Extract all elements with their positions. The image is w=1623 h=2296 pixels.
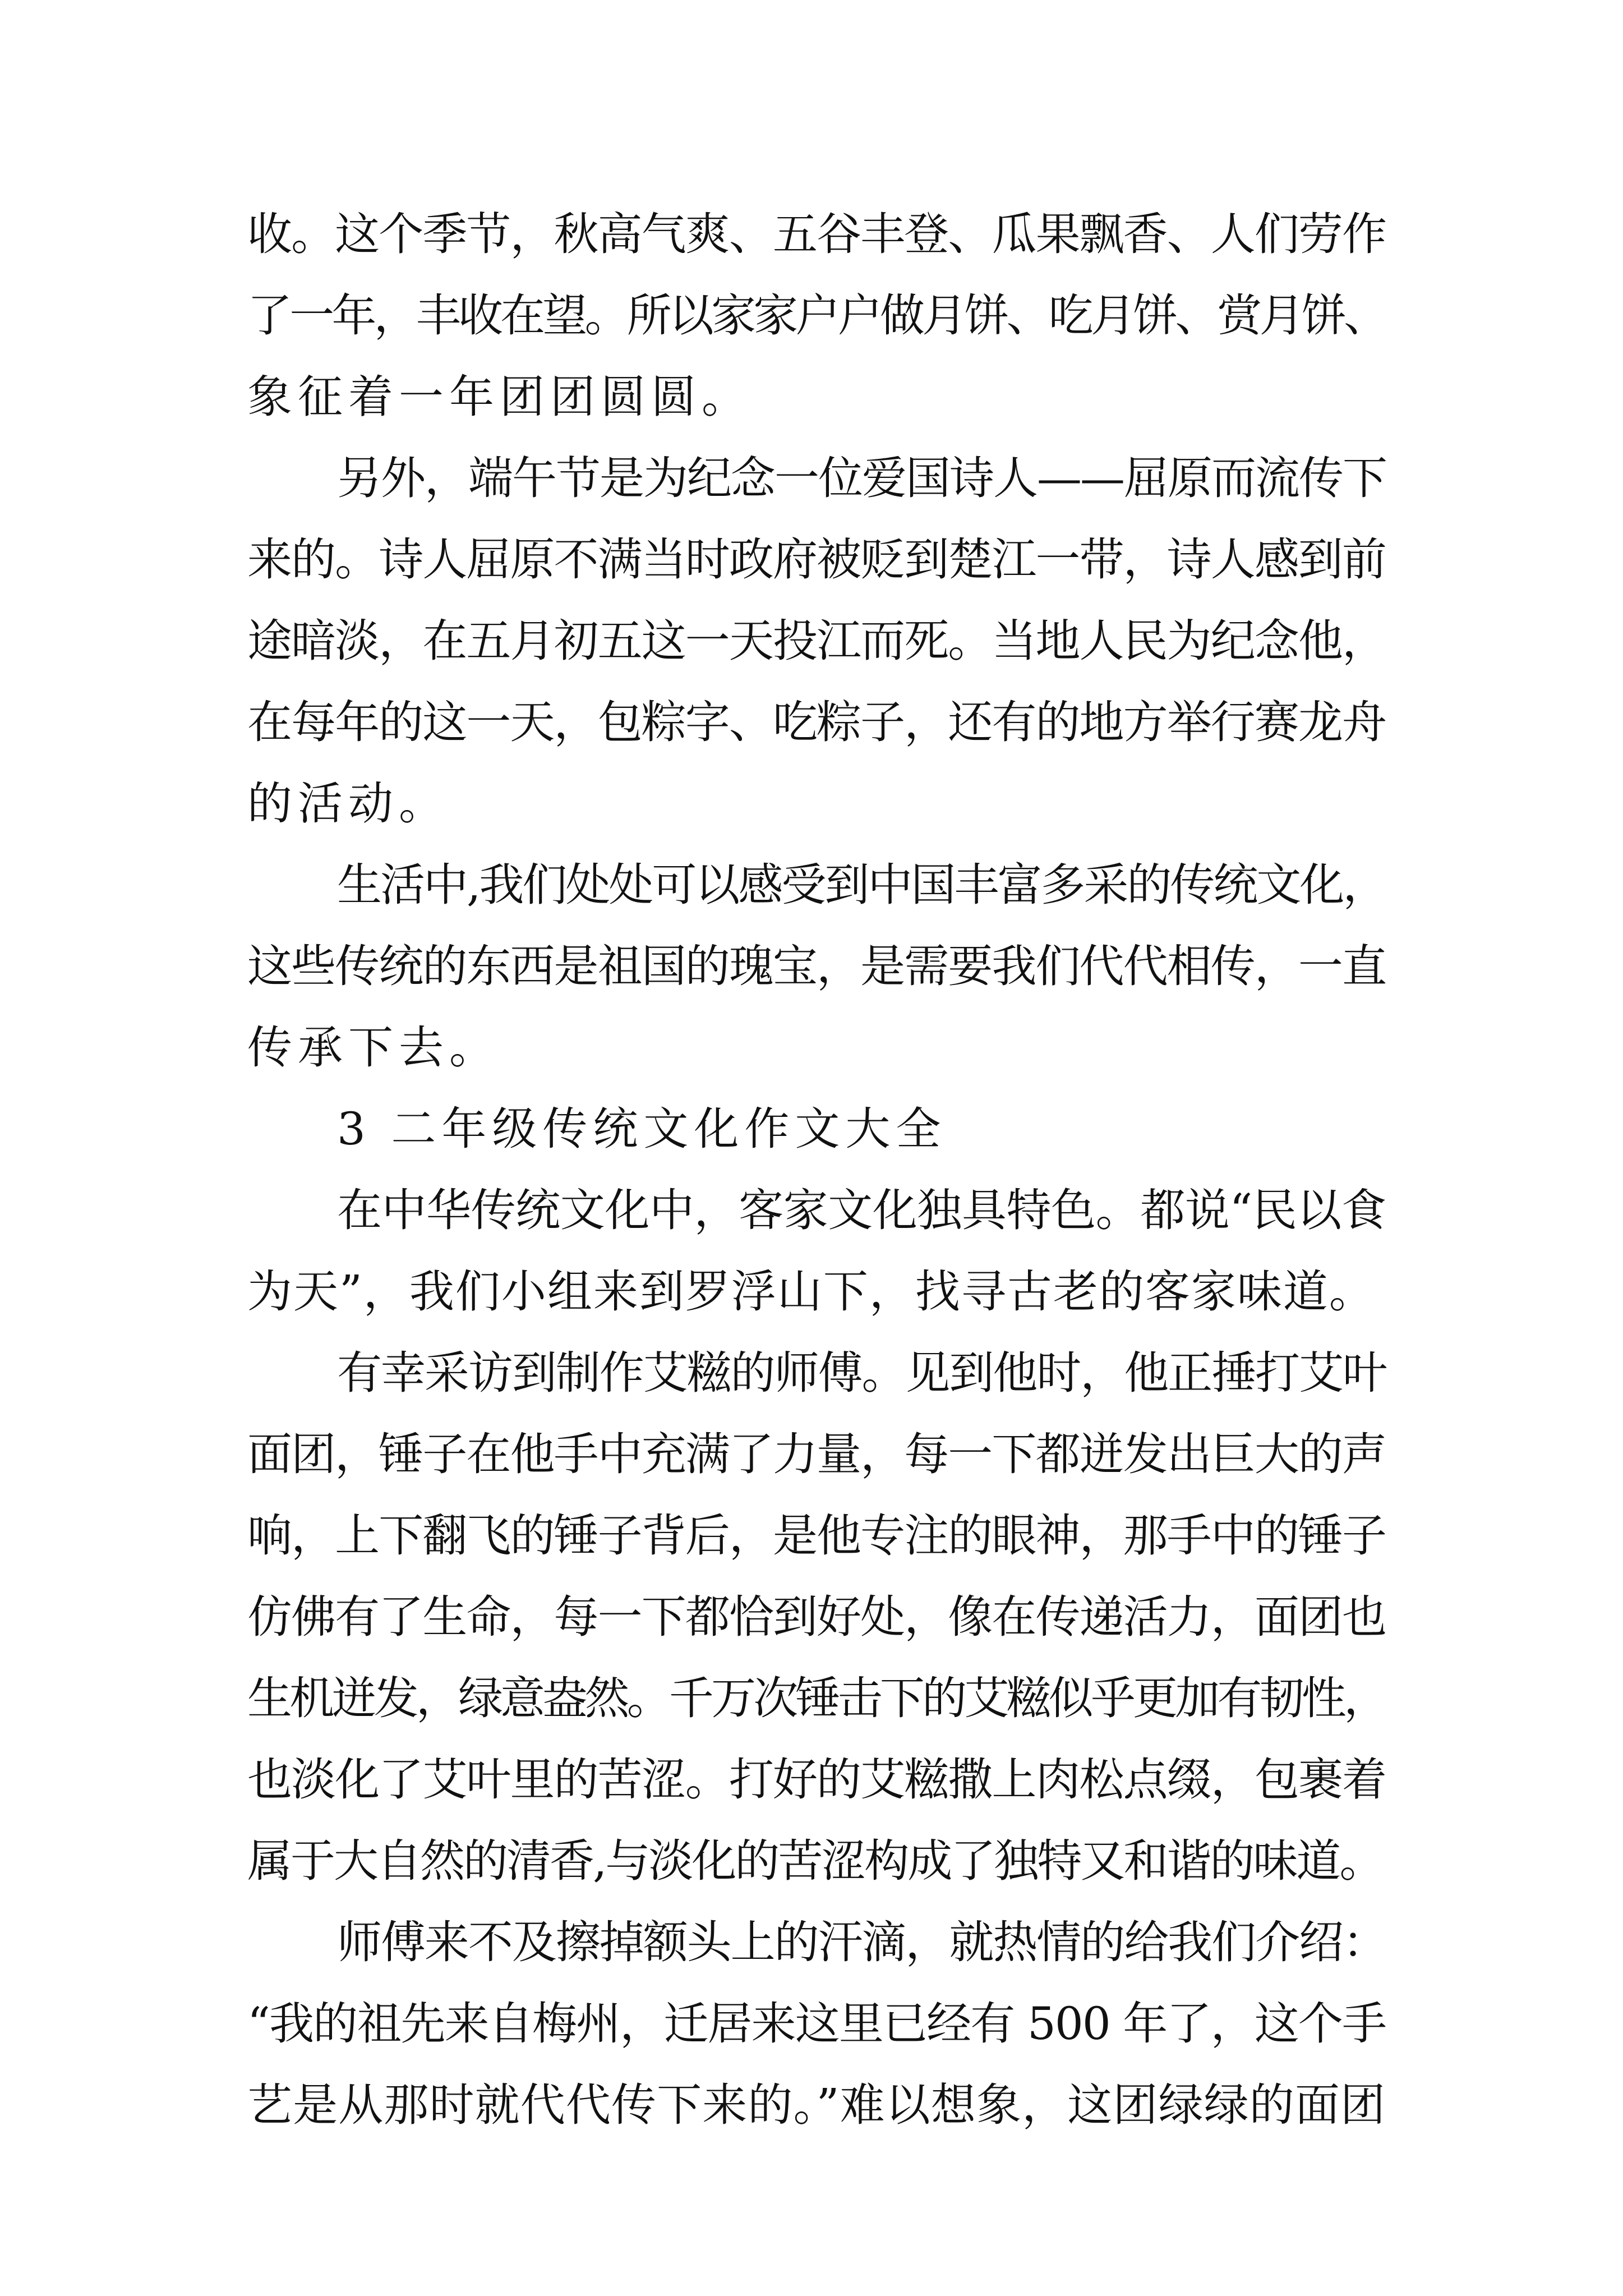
paragraph-line: 仿佛有了生命，每一下都恰到好处，像在传递活力，面团也 bbox=[247, 1591, 1386, 1643]
paragraph-line: 响，上下翻飞的锤子背后，是他专注的眼神，那手中的锤子 bbox=[247, 1510, 1386, 1562]
paragraph-line: 另外，端午节是为纪念一位爱国诗人——屈原而流传下 bbox=[337, 452, 1386, 504]
section-heading: 3 二年级传统文化作文大全 bbox=[337, 1103, 947, 1155]
paragraph-line: 这些传统的东西是祖国的瑰宝，是需要我们代代相传，一直 bbox=[247, 940, 1386, 992]
paragraph-line: 收。这个季节，秋高气爽、五谷丰登、瓜果飘香、人们劳作 bbox=[247, 208, 1386, 260]
paragraph-line: 有幸采访到制作艾糍的师傅。见到他时，他正捶打艾叶 bbox=[337, 1347, 1386, 1399]
paragraph-line: 在中华传统文化中，客家文化独具特色。都说“民以食 bbox=[337, 1184, 1386, 1236]
paragraph-line: 生机迸发，绿意盎然。千万次锤击下的艾糍似乎更加有韧性， bbox=[247, 1672, 1386, 1724]
paragraph-line: 途暗淡，在五月初五这一天投江而死。当地人民为纪念他， bbox=[247, 615, 1386, 667]
paragraph-line: 象征着一年团团圆圆。 bbox=[247, 371, 752, 423]
paragraph-line: 的活动。 bbox=[247, 777, 449, 830]
document-body bbox=[247, 194, 1386, 2146]
paragraph-line: 生活中,我们处处可以感受到中国丰富多采的传统文化， bbox=[337, 859, 1386, 911]
paragraph-line: 师傅来不及擦掉额头上的汗滴，就热情的给我们介绍： bbox=[337, 1916, 1386, 1968]
paragraph-line: 面团，锤子在他手中充满了力量，每一下都迸发出巨大的声 bbox=[247, 1428, 1386, 1480]
paragraph-line: 来的。诗人屈原不满当时政府被贬到楚江一带，诗人感到前 bbox=[247, 533, 1386, 586]
paragraph-line: 艺是从那时就代代传下来的。”难以想象，这团绿绿的面团 bbox=[247, 2079, 1386, 2131]
paragraph-line: “我的祖先来自梅州，迁居来这里已经有 500 年了，这个手 bbox=[247, 1998, 1386, 2050]
paragraph-line: 也淡化了艾叶里的苦涩。打好的艾糍撒上肉松点缀，包裹着 bbox=[247, 1754, 1386, 1806]
paragraph-line: 属于大自然的清香,与淡化的苦涩构成了独特又和谐的味道。 bbox=[247, 1835, 1383, 1887]
paragraph-line: 在每年的这一天，包粽字、吃粽子，还有的地方举行赛龙舟 bbox=[247, 696, 1386, 748]
paragraph-line: 了一年，丰收在望。所以家家户户做月饼、吃月饼、赏月饼、 bbox=[247, 289, 1386, 342]
paragraph-line: 为天”，我们小组来到罗浮山下，找寻古老的客家味道。 bbox=[247, 1266, 1375, 1318]
paragraph-line: 传承下去。 bbox=[247, 1022, 500, 1074]
